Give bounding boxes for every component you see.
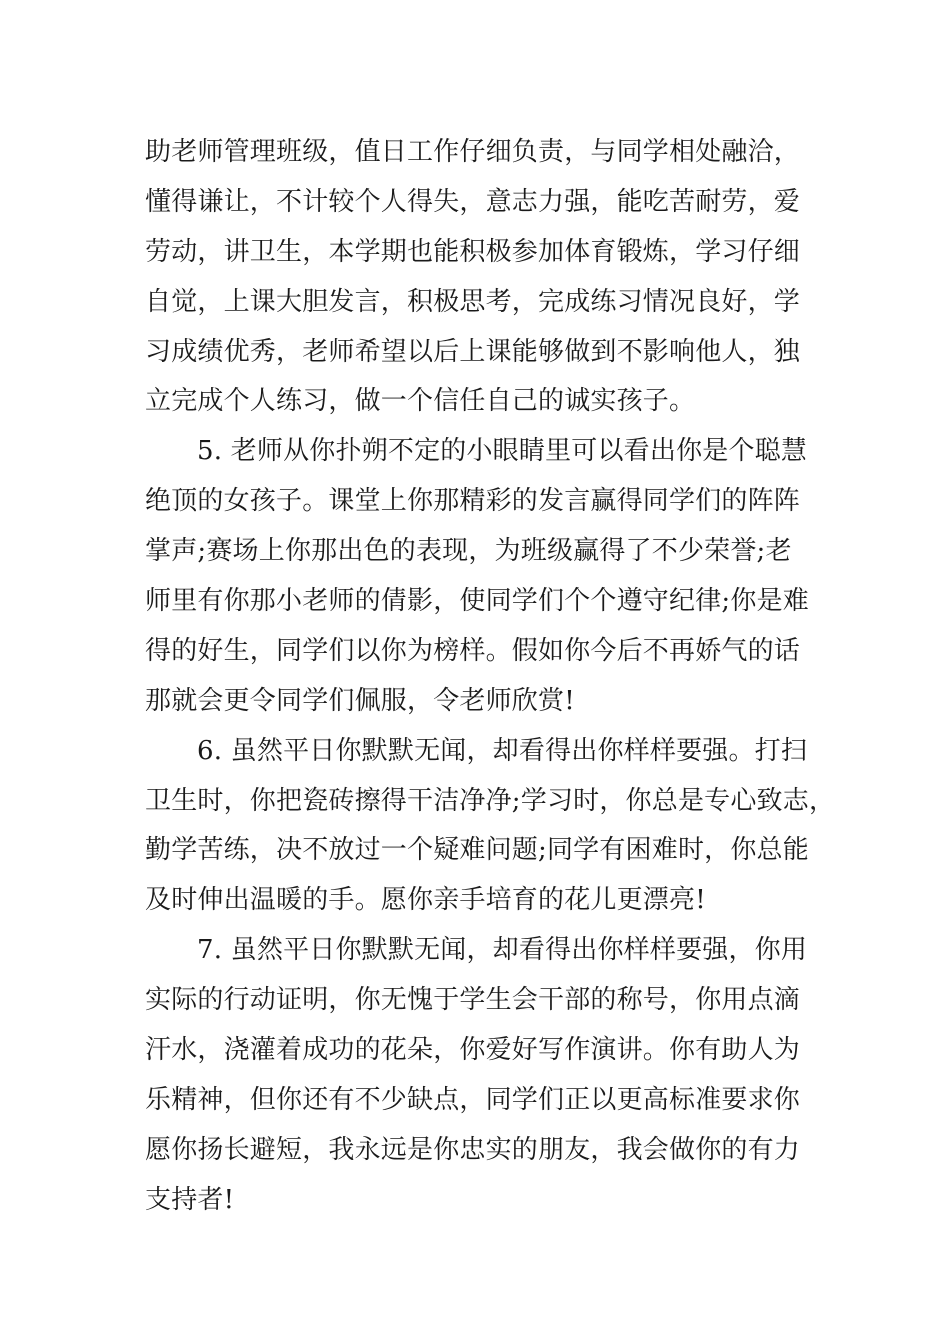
text-line: 得的好生，同学们以你为榜样。假如你今后不再娇气的话	[145, 635, 801, 666]
text-line: 勤学苦练，决不放过一个疑难问题;同学有困难时，你总能	[145, 835, 809, 866]
text-line: 及时伸出温暖的手。愿你亲手培育的花儿更漂亮!	[145, 885, 706, 916]
text-line: 立完成个人练习，做一个信任自己的诚实孩子。	[145, 386, 696, 417]
document-body	[145, 128, 836, 1226]
text-line: 师里有你那小老师的倩影，使同学们个个遵守纪律;你是难	[145, 586, 809, 617]
paragraph-5-first-line: 5. 老师从你扑朔不定的小眼睛里可以看出你是个聪慧	[197, 436, 808, 467]
paragraph-7-first-line: 7. 虽然平日你默默无闻，却看得出你样样要强，你用	[197, 935, 808, 966]
text-line: 习成绩优秀，老师希望以后上课能够做到不影响他人，独	[145, 336, 801, 367]
text-line: 助老师管理班级，值日工作仔细负责，与同学相处融洽，	[145, 137, 801, 167]
text-line: 汗水，浇灌着成功的花朵，你爱好写作演讲。你有助人为	[145, 1035, 801, 1066]
text-line: 掌声;赛场上你那出色的表现，为班级赢得了不少荣誉;老	[145, 536, 792, 567]
text-line: 绝顶的女孩子。课堂上你那精彩的发言赢得同学们的阵阵	[145, 486, 801, 517]
text-line: 支持者!	[145, 1184, 235, 1215]
text-line: 那就会更令同学们佩服，令老师欣赏!	[145, 685, 575, 716]
text-line: 劳动，讲卫生，本学期也能积极参加体育锻炼，学习仔细	[145, 236, 801, 267]
text-line: 实际的行动证明，你无愧于学生会干部的称号，你用点滴	[145, 985, 801, 1016]
text-line: 卫生时，你把瓷砖擦得干洁净净;学习时，你总是专心致志，	[145, 785, 836, 816]
text-line: 乐精神，但你还有不少缺点，同学们正以更高标准要求你	[145, 1084, 801, 1115]
text-line: 懂得谦让，不计较个人得失，意志力强，能吃苦耐劳，爱	[145, 186, 801, 217]
text-line: 愿你扬长避短，我永远是你忠实的朋友，我会做你的有力	[145, 1134, 801, 1165]
paragraph-6-first-line: 6. 虽然平日你默默无闻，却看得出你样样要强。打扫	[197, 735, 808, 766]
text-line: 自觉，上课大胆发言，积极思考，完成练习情况良好，学	[145, 286, 801, 317]
